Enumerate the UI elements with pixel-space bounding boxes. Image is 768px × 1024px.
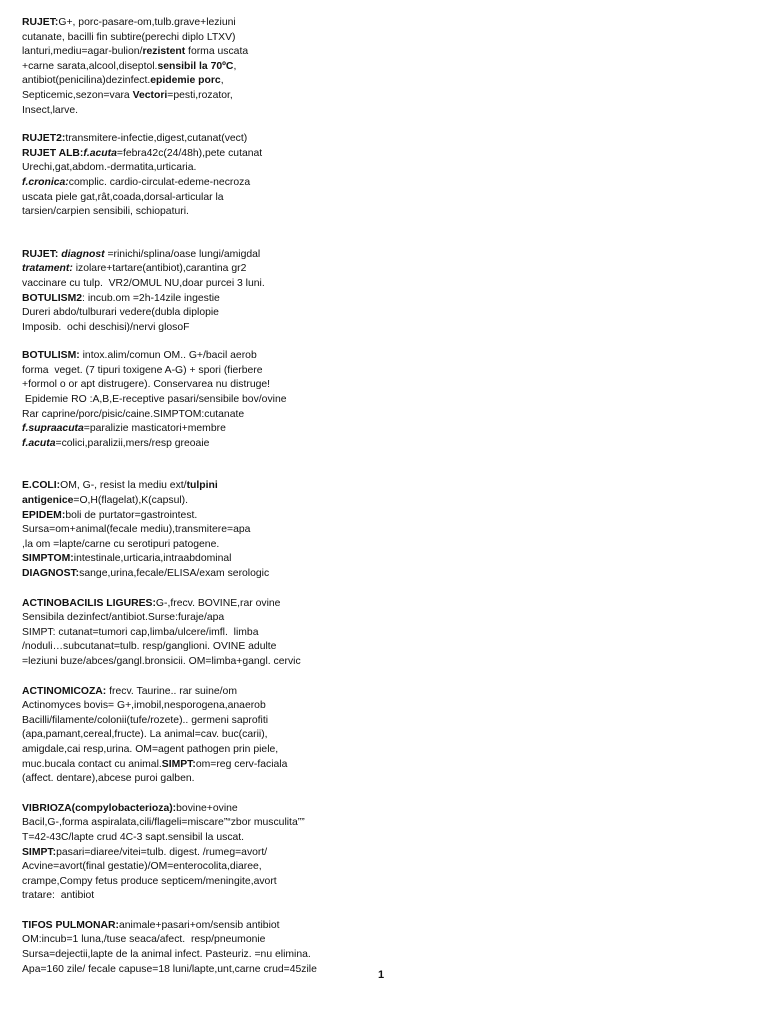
text-line [22, 728, 342, 743]
text-line [22, 685, 342, 700]
text-line [22, 89, 342, 104]
emphasis-text: SIMPT: [161, 758, 196, 770]
text-line [22, 640, 342, 655]
body-text: cutanate, bacilli fin subtire(perechi diplo LTXV) [22, 31, 236, 43]
emphasis-text: RUJET: [22, 248, 62, 260]
body-text: muc.bucala contact cu animal. [22, 758, 162, 770]
body-text: Sursa=dejectii,lapte de la animal infect. Pasteuriz. =nu elimina. [22, 949, 311, 961]
body-text: sange,urina,fecale/ELISA/exam serologic [79, 568, 270, 579]
body-text: frecv. Taurine.. rar suine/om [106, 685, 237, 697]
text-line [22, 494, 342, 509]
text-line [22, 626, 342, 641]
body-text: G-,frecv. BOVINE,rar ovine [155, 597, 281, 609]
body-text: boli de purtator=gastrointest. [65, 509, 198, 521]
page-number: 1 [378, 969, 385, 981]
text-line [22, 393, 342, 408]
text-line [22, 655, 342, 670]
text-line [22, 889, 342, 904]
emphasis-text: epidemie porc [150, 75, 221, 87]
section-rujet-3 [22, 248, 342, 336]
body-text: OM, G-, resist la mediu ext/ [60, 480, 187, 492]
text-line [22, 147, 342, 162]
emphasis-text: VIBRIOZA(compylobacterioza): [22, 802, 177, 814]
text-line [22, 262, 342, 277]
text-line [22, 60, 342, 75]
body-text: Bacil,G-,forma aspiralata,cili/flageli=miscare”“zbor musculita”” [22, 817, 305, 829]
body-text: (affect. dentare),abcese puroi galben. [22, 773, 195, 785]
text-line [22, 963, 342, 978]
paragraph-gap [22, 787, 342, 802]
text-line [22, 306, 342, 321]
body-text: intox.alim/comun OM.. G+/bacil aerob [79, 350, 257, 362]
body-text: =O,H(flagelat),K(capsul). [73, 495, 189, 507]
body-text: crampe,Compy fetus produce septicem/meningite,avort [22, 875, 277, 887]
text-line [22, 597, 342, 612]
text-line [22, 437, 342, 452]
emphasis-text: ACTINOMICOZA: [22, 685, 107, 697]
body-text: amigdale,cai resp,urina. OM=agent pathogen prin piele, [22, 743, 279, 755]
text-line [22, 408, 342, 423]
body-text: , [220, 75, 224, 87]
body-text: antibiot(penicilina)dezinfect. [22, 75, 151, 87]
emphasis-text: EPIDEM: [22, 509, 66, 521]
body-text: Dureri abdo/tulburari vedere(dubla diplopie [22, 307, 219, 319]
body-text: =colici,paralizii,mers/resp greoaie [55, 437, 210, 449]
text-line [22, 132, 342, 147]
text-line [22, 176, 342, 191]
section-rujet-2 [22, 132, 342, 220]
body-text: forma uscata [185, 46, 249, 58]
text-line [22, 933, 342, 948]
body-text: SIMPT: cutanat=tumori cap,limba/ulcere/imfl. limba [22, 626, 259, 638]
emphasis-text: RUJET: [22, 17, 59, 28]
section-rujet-1 [22, 16, 342, 118]
body-text: =paralizie masticatori+membre [83, 423, 226, 435]
emphasis-text: sensibil la 70ºC [157, 60, 234, 72]
body-text: pasari=diaree/vitei=tulb. digest. /rumeg=avort/ [56, 846, 268, 858]
body-text: Bacilli/filamente/colonii(tufe/rozete).. germeni saprofiti [22, 714, 269, 726]
paragraph-gap [22, 451, 342, 479]
emphasis-text: f.acuta [22, 437, 56, 449]
body-text: transmitere-infectie,digest,cutanat(vect) [65, 133, 248, 145]
emphasis-text: DIAGNOST: [22, 568, 80, 579]
body-text: Sensibila dezinfect/antibiot.Surse:furaje/apa [22, 612, 225, 624]
emphasis-text: tulpini [186, 480, 218, 492]
text-line [22, 45, 342, 60]
emphasis-text: RUJET2: [22, 133, 66, 145]
text-line [22, 509, 342, 524]
emphasis-text: Vectori [132, 89, 168, 101]
text-line [22, 714, 342, 729]
body-text: =pesti,rozator, [167, 89, 233, 101]
emphasis-text: TIFOS PULMONAR: [22, 919, 119, 931]
body-text: =leziuni buze/abces/gangl.bronsicii. OM=limba+gangl. cervic [22, 655, 301, 667]
body-text: Imposib. ochi deschisi)/nervi glosoF [22, 321, 190, 333]
emphasis-text: antigenice [22, 495, 74, 507]
emphasis-text: ACTINOBACILIS LIGURES: [22, 597, 156, 609]
body-text: =febra42c(24/48h),pete cutanat [116, 147, 263, 159]
text-line [22, 74, 342, 89]
emphasis-text: SIMPTOM: [22, 553, 74, 565]
text-line [22, 205, 342, 220]
body-text: izolare+tartare(antibiot),carantina gr2 [72, 263, 247, 275]
emphasis-text: BOTULISM2 [22, 292, 83, 304]
body-text: lanturi,mediu=agar-bulion/ [22, 46, 143, 58]
section-ecoli [22, 479, 342, 581]
document-page [22, 16, 342, 977]
paragraph-gap [22, 335, 342, 349]
body-text: vaccinare cu tulp. VR2/OMUL NU,doar purcei 3 luni. [22, 277, 265, 289]
text-line [22, 860, 342, 875]
body-text: Insect,larve. [22, 104, 79, 116]
text-line [22, 277, 342, 292]
body-text: Apa=160 zile/ fecale capuse=18 luni/lapte,unt,carne crud=45zile [22, 963, 317, 975]
body-text: (apa,pamant,cereal,fructe). La animal=cav. buc(carii), [22, 729, 268, 741]
emphasis-text: rezistent [142, 46, 186, 58]
text-line [22, 743, 342, 758]
text-line [22, 364, 342, 379]
body-text: =rinichi/splina/oase lungi/amigdal [104, 248, 261, 260]
section-actinobacilis [22, 597, 342, 670]
body-text: uscata piele gat,rât,coada,dorsal-articular la [22, 191, 224, 203]
text-line [22, 875, 342, 890]
body-text: : incub.om =2h-14zile ingestie [82, 292, 220, 304]
text-line [22, 31, 342, 46]
body-text: Epidemie RO :A,B,E-receptive pasari/sensibile bov/ovine [22, 394, 287, 406]
emphasis-text: BOTULISM: [22, 350, 80, 362]
text-line [22, 552, 342, 567]
body-text: ,la om =lapte/carne cu serotipuri patogene. [22, 538, 220, 550]
emphasis-text: E.COLI: [22, 480, 61, 492]
text-line [22, 378, 342, 393]
paragraph-gap [22, 220, 342, 248]
paragraph-gap [22, 670, 342, 685]
text-line [22, 422, 342, 437]
text-line [22, 772, 342, 787]
body-text: +carne sarata,alcool,diseptol. [22, 60, 158, 72]
body-text: Sursa=om+animal(fecale mediu),transmitere=apa [22, 524, 251, 536]
emphasis-text: RUJET ALB: [22, 147, 84, 159]
text-line [22, 758, 342, 773]
section-vibrioza [22, 802, 342, 904]
text-line [22, 161, 342, 176]
text-line [22, 248, 342, 263]
body-text: complic. cardio-circulat-edeme-necroza [68, 176, 251, 188]
text-line [22, 191, 342, 206]
text-line [22, 349, 342, 364]
text-line [22, 523, 342, 538]
section-tifos [22, 919, 342, 977]
text-line [22, 699, 342, 714]
body-text: tarsien/carpien sensibili, schiopaturi. [22, 206, 189, 218]
text-line [22, 919, 342, 934]
body-text: G+, porc-pasare-om,tulb.grave+leziuni [58, 17, 236, 28]
text-line [22, 831, 342, 846]
emphasis-text: diagnost [61, 248, 105, 260]
body-text: animale+pasari+om/sensib antibiot [118, 919, 280, 931]
section-botulism [22, 349, 342, 451]
emphasis-text: f.supraacuta [22, 423, 84, 435]
paragraph-gap [22, 582, 342, 597]
body-text: OM:incub=1 luna,/tuse seaca/afect. resp/pneumonie [22, 934, 266, 946]
text-line [22, 321, 342, 336]
text-line [22, 292, 342, 307]
body-text: Urechi,gat,abdom.-dermatita,urticaria. [22, 162, 197, 174]
body-text: T=42-43C/lapte crud 4C-3 sapt.sensibil la uscat. [22, 831, 245, 843]
body-text: +formol o or apt distrugere). Conservarea nu distruge! [22, 379, 271, 391]
emphasis-text: f.cronica: [22, 176, 69, 188]
emphasis-text: f.acuta [83, 147, 117, 159]
section-actinomicoza [22, 685, 342, 787]
emphasis-text: SIMPT: [22, 846, 57, 858]
body-text: bovine+ovine [176, 802, 238, 814]
body-text: Septicemic,sezon=vara [22, 89, 133, 101]
text-line [22, 479, 342, 494]
text-line [22, 16, 342, 31]
body-text: , [233, 60, 237, 72]
text-line [22, 104, 342, 119]
emphasis-text: tratament: [22, 263, 73, 275]
text-line [22, 948, 342, 963]
paragraph-gap [22, 118, 342, 132]
body-text: om=reg cerv-faciala [195, 758, 288, 770]
text-line [22, 846, 342, 861]
body-text: Acvine=avort(final gestatie)/OM=enterocolita,diaree, [22, 861, 262, 873]
body-text: intestinale,urticaria,intraabdominal [73, 553, 232, 565]
body-text: tratare: antibiot [22, 890, 95, 902]
text-line [22, 538, 342, 553]
text-line [22, 611, 342, 626]
body-text: Rar caprine/porc/pisic/caine.SIMPTOM:cutanate [22, 408, 245, 420]
text-line [22, 567, 342, 582]
text-line [22, 802, 342, 817]
body-text: /noduli…subcutanat=tulb. resp/ganglioni. OVINE adulte [22, 641, 277, 653]
body-text: forma veget. (7 tipuri toxigene A-G) + spori (fierbere [22, 364, 263, 376]
text-line [22, 816, 342, 831]
body-text: Actinomyces bovis= G+,imobil,nesporogena,anaerob [22, 700, 266, 712]
paragraph-gap [22, 904, 342, 919]
